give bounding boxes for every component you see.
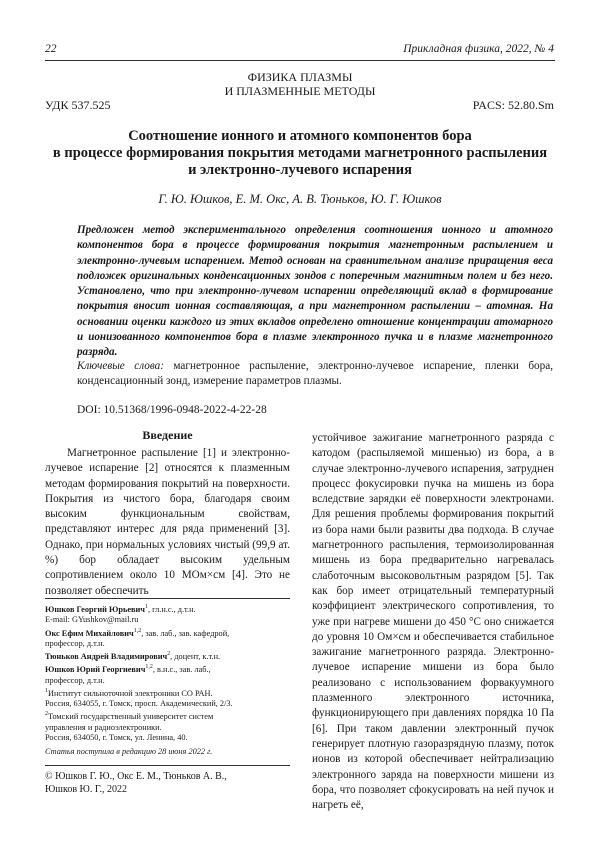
received-date: Статья поступила в редакцию 28 июня 2022 г. xyxy=(45,747,213,757)
footnote-author-2-role2: профессор, д.т.н. xyxy=(45,638,105,648)
affiliation-1-line1: Институт сильноточной электроники СО РАН. xyxy=(48,688,213,698)
section-heading xyxy=(0,71,600,98)
footnote-author-2 xyxy=(45,626,295,639)
intro-heading: Введение xyxy=(142,428,193,442)
header-rule xyxy=(45,60,555,61)
section-heading-line1: ФИЗИКА ПЛАЗМЫ xyxy=(247,70,353,84)
affiliation-1-sup: 1 xyxy=(45,687,48,694)
copyright xyxy=(45,770,295,796)
article-title-line2: в процессе формирования покрытия методами магнетронного распыления xyxy=(52,145,548,161)
author-footnotes xyxy=(45,602,295,758)
footnote-author-3 xyxy=(45,649,295,662)
copyright-line1: © Юшков Г. Ю., Окс Е. М., Тюньков А. В., xyxy=(45,771,227,782)
copyright-line2: Юшков Ю. Г., 2022 xyxy=(45,784,127,795)
intro-left-paragraph: Магнетронное распыление [1] и электронно-лучевое испарение [2] относятся к плазменным методам формирования покрытий на поверхности. Покрытия из чистого бора, благодаря своим высоким функциональным свойствам, представляют интерес для ряда применений [3]. Однако, при нормальных условиях чистый (99,9 ат. %) бор обладает высоким удельным сопротивлением около 10 МОм×см [4]. Это не позволяет обеспечить xyxy=(45,447,290,597)
intro-right-paragraph: устойчивое зажигание магнетронного разряда с катодом (распыляемой мишенью) из бора, а в случае электронно-лучевого испарения, затруднен процесс фокусировки пучка на мишень из бора вследствие зарядки её поверхности электронами. Для решения проблемы формирования покрытий из бора нами были развиты два подхода. В случае магнетронного распыления, термоизолированная мишень из бора предварительно нагревалась слаботочным высоковольтным разрядом [5]. Так как бор имеет отрицательный температурный коэффициент электрического сопротивления, то уже при нагреве мишени до 450 °С оно снижается до уровня 10 Ом×см и обеспечивается стабильное зажигание магнетронного разряда. Электронно-лучевое испарение мишени из бора было реализовано с использованием форвакуумного плазменного электронного источника, функционирующего при давлениях порядка 10 Па [6]. При таком давлении электронный пучок генерирует плотную газоразрядную плазму, поток ионов из которой обеспечивает нейтрализацию электронного заряда на поверхности мишени из бора, что позволяет сфокусировать на ней пучок и нагреть её, xyxy=(312,432,554,812)
footnote-author-1-role: , гл.н.с., д.т.н. xyxy=(147,604,196,614)
authors: Г. Ю. Юшков, Е. М. Окс, А. В. Тюньков, Ю. Г. Юшков xyxy=(158,192,442,206)
footnote-author-4-role: , в.н.с., зав. лаб., xyxy=(152,665,211,675)
footnote-author-4-name: Юшков Юрий Георгиевич xyxy=(45,665,146,675)
doi: DOI: 10.51368/1996-0948-2022-4-22-28 xyxy=(77,404,267,416)
abstract: Предложен метод экспериментального определения соотношения ионного и атомного компонентов бора в процессе формирования покрытия магнетронным распылением и электронно-лучевым испарением. Метод основан на сравнительном анализе приращения веса подложек оригинальных конденсационных зондов с поперечным магнитным полем и без него. Установлено, что при электронно-лучевом испарении определяющий вклад в формирование покрытия вносит ионная составляющая, а при магнетронном распылении – атомная. На основании оценки каждого из этих вкладов определено отношение концентрации атомарного и ионизованного компонентов бора в плазме электронного пучка и в плазме магнетронного разряда. xyxy=(77,224,553,359)
affiliation-2-line2: управления и радиоэлектроники. xyxy=(45,722,162,732)
affiliation-1-line2: Россия, 634055, г. Томск, просп. Академический, 2/3. xyxy=(45,699,233,709)
footnote-author-2-name: Окс Ефим Михайлович xyxy=(45,628,134,638)
footnote-author-1-sup: 1 xyxy=(144,604,148,610)
keywords-label: Ключевые слова: xyxy=(77,360,164,372)
footnote-author-2-sup: 1,2 xyxy=(133,627,142,634)
footnote-author-3-name: Тюньков Андрей Владимирович xyxy=(45,651,168,661)
footnote-author-1 xyxy=(45,602,295,615)
affiliation-2-line1: Томский государственный университет систем xyxy=(48,712,214,722)
footnote-author-3-role: , доцент, к.т.н. xyxy=(170,651,221,661)
journal-title: Прикладная физика, 2022, № 4 xyxy=(403,43,554,55)
footnote-author-4 xyxy=(45,662,295,675)
pacs-code: PACS: 52.80.Sm xyxy=(472,98,554,112)
footnote-author-4-sup: 1,2 xyxy=(145,664,153,671)
affiliation-2 xyxy=(45,709,295,722)
keywords xyxy=(77,359,553,390)
footnote-author-4-role2: профессор, д.т.н. xyxy=(45,675,105,685)
article-title xyxy=(30,128,570,179)
article-title-line1: Соотношение ионного и атомного компонентов бора xyxy=(128,128,472,144)
affiliation-2-sup: 2 xyxy=(45,711,48,718)
udc-code: УДК 537.525 xyxy=(45,98,111,112)
footnote-author-2-role: , зав. лаб., зав. кафедрой, xyxy=(141,628,230,638)
footnote-rule xyxy=(45,598,290,599)
copyright-rule xyxy=(45,765,290,766)
section-heading-line2: И ПЛАЗМЕННЫЕ МЕТОДЫ xyxy=(224,83,376,98)
footnote-author-1-name: Юшков Георгий Юрьевич xyxy=(45,604,145,614)
article-title-line3: и электронно-лучевого испарения xyxy=(188,162,412,178)
affiliation-2-line3: Россия, 634050, г. Томск, ул. Ленина, 40. xyxy=(45,733,188,743)
footnote-author-3-sup: 2 xyxy=(167,651,171,658)
footnote-author-1-email: E-mail: GYushkov@mail.ru xyxy=(45,615,139,625)
affiliation-1 xyxy=(45,686,295,699)
keywords-text: магнетронное распыление, электронно-лучевое испарение, пленки бора, конденсационный зонд, измерение параметров плазмы. xyxy=(77,360,553,388)
page-number: 22 xyxy=(45,43,57,55)
